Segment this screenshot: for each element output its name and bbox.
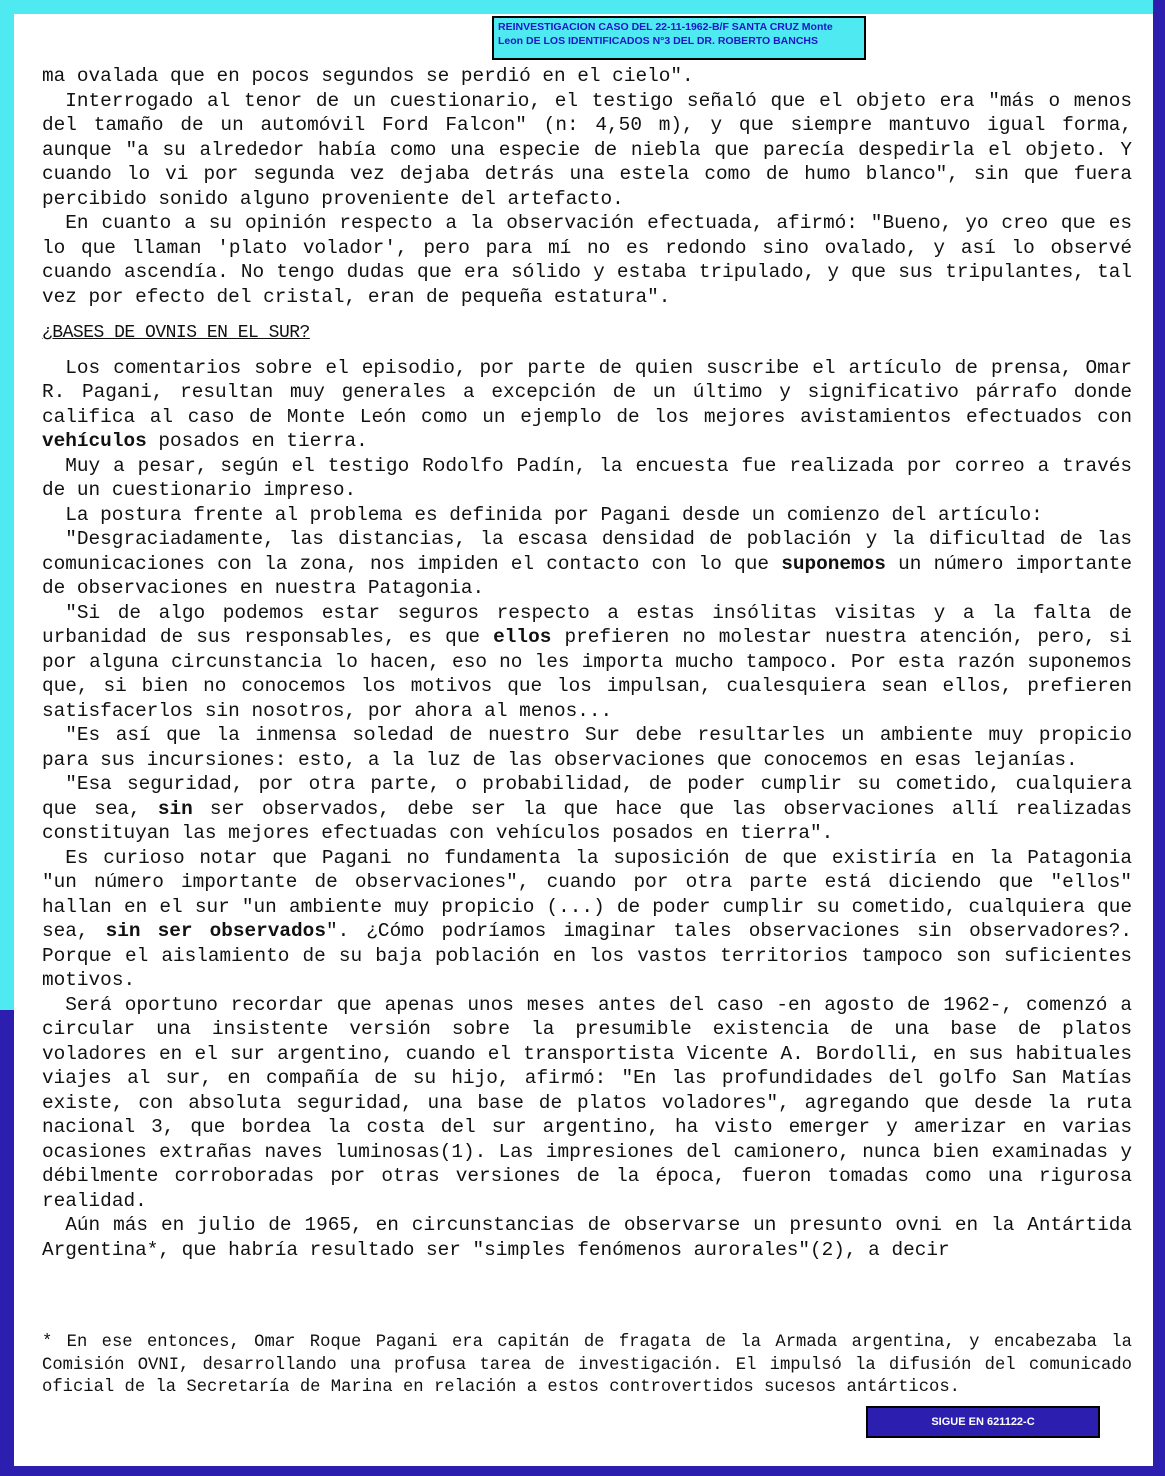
section-paragraph: [42, 846, 1132, 993]
text-run: "Desgraciadamente, las distancias, la escasa densidad de población y la dificultad de las comunicaciones con la zona, nos impiden el contacto con lo que: [42, 528, 1132, 575]
section-heading: ¿BASES DE OVNIS EN EL SUR?: [42, 323, 310, 343]
document-page: [14, 14, 1153, 1466]
section-paragraph: Muy a pesar, según el testigo Rodolfo Padín, la encuesta fue realizada por correo a través de un cuestionario impreso.: [42, 454, 1132, 501]
footnote: [42, 1332, 1132, 1400]
section-paragraph: [42, 356, 1132, 454]
section-paragraph: La postura frente al problema es definida por Pagani desde un comienzo del artículo:: [65, 503, 1043, 526]
quote-paragraph: [42, 601, 1132, 724]
text-run: Es curioso notar que Pagani no fundamenta la suposición de que existiría en la Patagonia "un número importante de observaciones", cuando por otra parte está diciendo que "ellos" hallan en el sur "un ambiente muy propicio (...) de poder cumplir su cometido, cualquiera que sea,: [42, 846, 1132, 942]
text-run: Los comentarios sobre el episodio, por parte de quien suscribe el artículo de prensa, Omar R. Pagani, resultan muy generales a excepción de un último y significativo párrafo donde califica al caso de Monte León como un ejemplo de los mejores avistamientos efectuados con: [42, 356, 1132, 428]
text-run: ser observados, debe ser la que hace que las observaciones allí realizadas constituyan las mejores efectuadas con vehículos posados en tierra".: [42, 797, 1132, 844]
section-paragraph: Será oportuno recordar que apenas unos meses antes del caso -en agosto de 1962-, comenzó a circular una insistente versión sobre la presumible existencia de una base de platos voladores en el sur argentino, cuando el transportista Vicente A. Bordolli, en sus habituales viajes al sur, en compañía de su hijo, afirmó: "En las profundidades del golfo San Matías existe, con absoluta seguridad, una base de platos voladores", agregando que desde la ruta nacional 3, que bordea la costa del sur argentino, ha visto emerger y amerizar en varias ocasiones extrañas naves luminosas(1). Las impresiones del camionero, nunca bien examinadas y débilmente corroboradas por otras versiones de la época, fueron tomadas como una rigurosa realidad.: [42, 993, 1132, 1212]
case-header-line-1: REINVESTIGACION CASO DEL 22-11-1962-B/F SANTA CRUZ Monte: [498, 21, 833, 33]
intro-paragraph: ma ovalada que en pocos segundos se perdió en el cielo".: [42, 65, 694, 87]
frame-left-border-cyan: [0, 0, 14, 1010]
text-run: un número importante de observaciones en nuestra Patagonia.: [42, 552, 1132, 599]
case-header-label: [492, 16, 866, 60]
bold-text-run: sin: [157, 797, 193, 820]
bold-text-run: ellos: [493, 626, 552, 648]
text-run: prefieren no molestar nuestra atención, pero, si por alguna circunstancia lo hacen, eso no les importa mucho tampoco. Por esta razón suponemos que, si bien no conocemos los motivos que los impulsan, cualesquiera sean ellos, prefieren satisfacerlos sin nosotros, por ahora al menos...: [42, 626, 1132, 722]
frame-right-border: [1153, 0, 1165, 1476]
text-run: "Si de algo podemos estar seguros respecto a estas insólitas visitas y a la falta de urbanidad de sus responsables, es que: [42, 601, 1132, 648]
frame-top-border: [0, 0, 1165, 14]
continue-label: SIGUE EN 621122-C: [866, 1406, 1100, 1438]
text-run: ". ¿Cómo podríamos imaginar tales observaciones sin observadores?. Porque el aislamiento de su baja población en los vastos territorios tampoco son suficientes motivos.: [42, 920, 1132, 991]
intro-paragraph: En cuanto a su opinión respecto a la observación efectuada, afirmó: "Bueno, yo creo que es lo que llaman 'plato volador', pero para mí no es redondo sino ovalado, y así lo observé cuando ascendía. No tengo dudas que era sólido y estaba tripulado, y que sus tripulantes, tal vez por efecto del cristal, eran de pequeña estatura".: [42, 212, 1132, 308]
bold-text-run: sin ser observados: [105, 920, 326, 942]
bold-text-run: suponemos: [781, 552, 886, 575]
frame-bottom-border: [0, 1466, 1165, 1476]
text-run: "Esa seguridad, por otra parte, o probabilidad, de poder cumplir su cometido, cualquiera que sea,: [42, 773, 1132, 820]
quote-paragraph: [42, 527, 1132, 601]
frame-left-border-blue: [0, 1010, 14, 1476]
quote-paragraph: [42, 772, 1132, 846]
bold-text-run: vehículos: [42, 430, 147, 452]
intro-paragraph: Interrogado al tenor de un cuestionario, el testigo señaló que el objeto era "más o menos del tamaño de un automóvil Ford Falcon" (n: 4,50 m), y que siempre mantuvo igual forma, aunque "a su alrededor había como una especie de niebla que parecía despedirla el objeto. Y cuando lo vi por segunda vez dejaba detrás una estela como de humo blanco", sin que fuera percibido sonido alguno proveniente del artefacto.: [42, 89, 1132, 210]
text-run: posados en tierra.: [146, 430, 368, 452]
footnote-text: * En ese entonces, Omar Roque Pagani era capitán de fragata de la Armada argentina, y encabezaba la Comisión OVNI, desarrollando una profusa tarea de investigación. El impulsó la difusión del comunicado oficial de la Secretaría de Marina en relación a estos controvertidos sucesos antárticos.: [42, 1333, 1132, 1397]
quote-paragraph: "Es así que la inmensa soledad de nuestro Sur debe resultarles un ambiente muy propicio para sus incursiones: esto, a la luz de las observaciones que conocemos en esas lejanías.: [42, 724, 1132, 771]
document-body: [42, 64, 1132, 1262]
section-paragraph: Aún más en julio de 1965, en circunstancias de observarse un presunto ovni en la Antártida Argentina*, que habría resultado ser "simples fenómenos aurorales"(2), a decir: [42, 1214, 1132, 1261]
case-header-line-2: Leon DE LOS IDENTIFICADOS N°3 DEL DR. ROBERTO BANCHS: [498, 35, 818, 47]
